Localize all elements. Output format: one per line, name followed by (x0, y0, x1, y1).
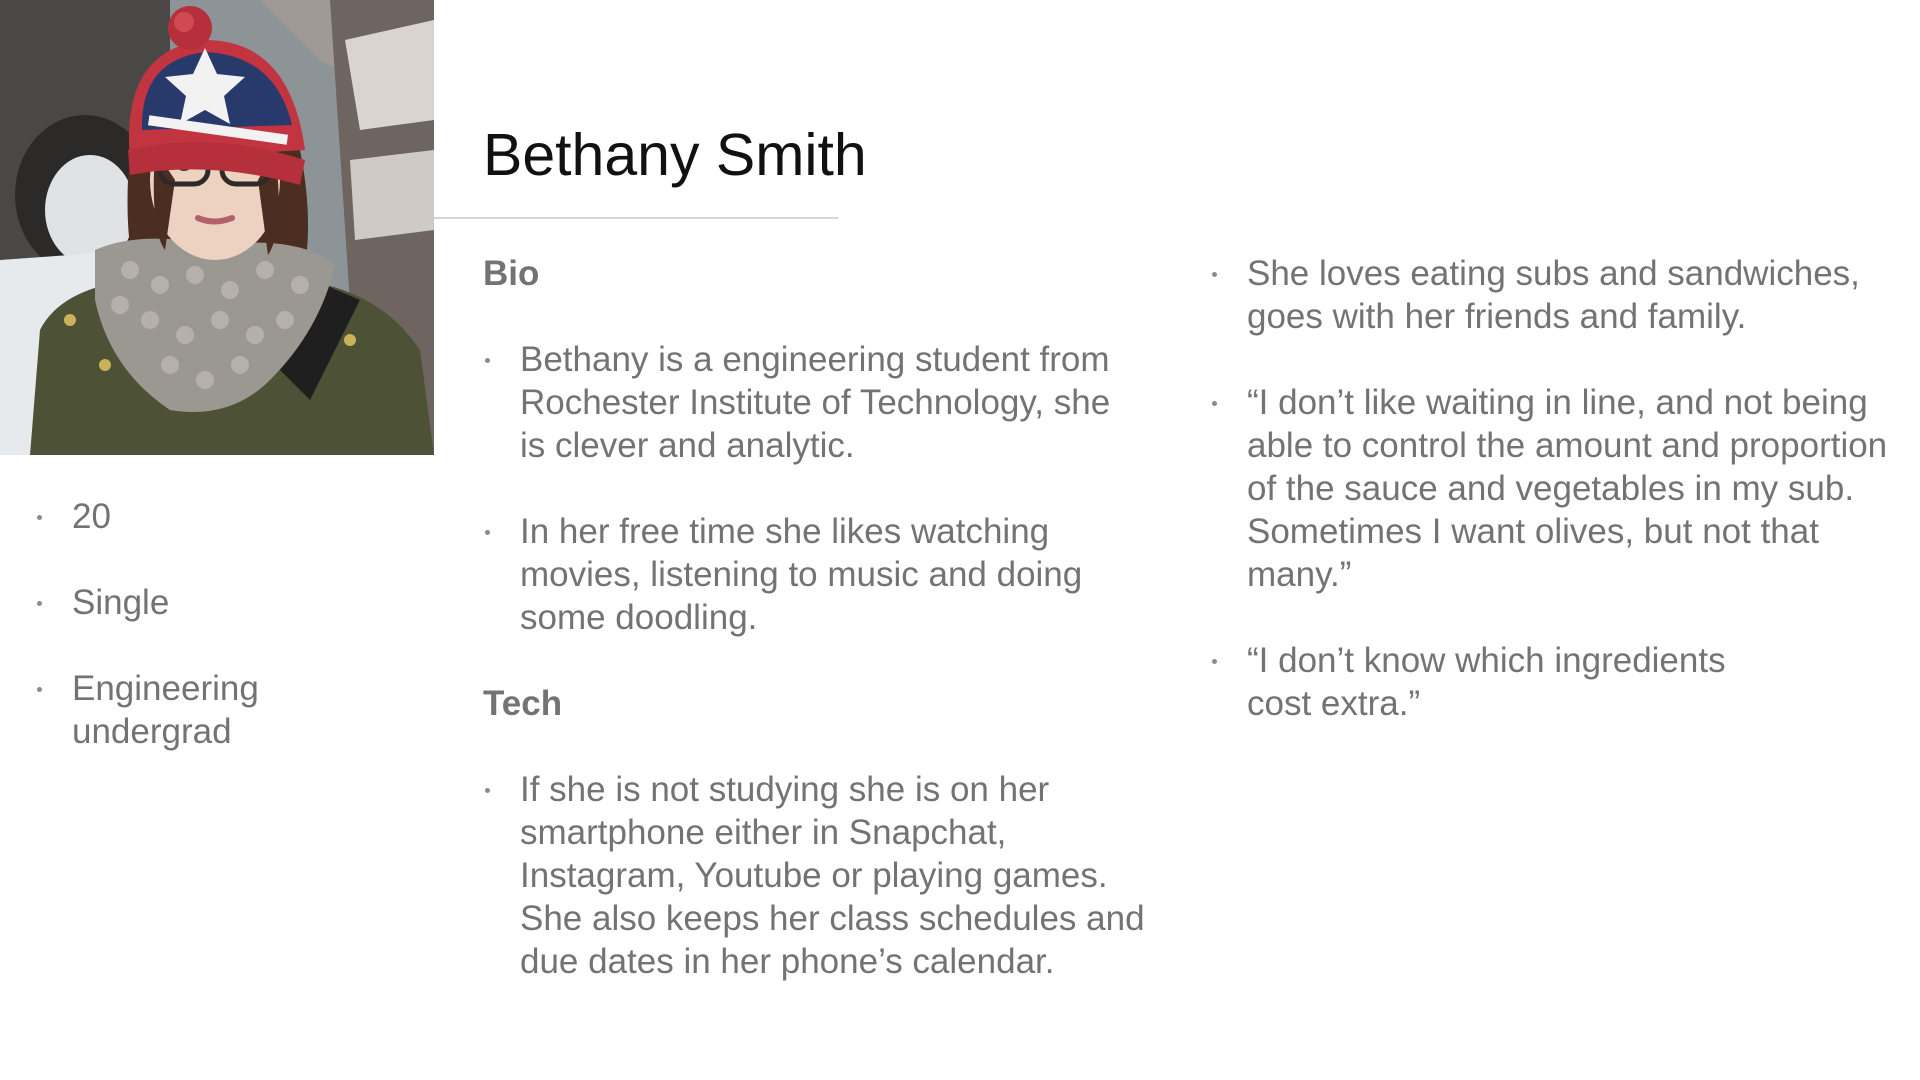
bio-heading: Bio (483, 254, 540, 293)
demographics-column (35, 495, 395, 753)
persona-photo (0, 0, 434, 455)
demographics-list (35, 495, 395, 753)
tech-item: If she is not studying she is on her smartphone either in Snapchat, Instagram, Youtube or playing games. She also keeps her class schedules and due dates in her phone’s calendar. (483, 768, 1160, 983)
note-item: She loves eating subs and sandwiches, goes with her friends and family. (1210, 252, 1907, 338)
bio-tech-column (483, 252, 1173, 983)
tech-list (483, 768, 1173, 983)
notes-column (1210, 252, 1910, 768)
demographic-occupation: Engineering undergrad (35, 667, 302, 753)
quote-item: “I don’t like waiting in line, and not being able to control the amount and proportion of the sauce and vegetables in my sub. Sometimes I want olives, but not that many.” (1210, 381, 1917, 596)
tech-heading: Tech (483, 684, 563, 723)
bio-item: Bethany is a engineering student from Rochester Institute of Technology, she is clever and analytic. (483, 338, 1136, 467)
bio-list (483, 338, 1173, 639)
notes-list (1210, 252, 1910, 725)
persona-name: Bethany Smith (483, 122, 867, 188)
demographic-status: Single (35, 581, 395, 624)
quote-item: “I don’t know which ingredients cost extra.” (1210, 639, 1777, 725)
bio-item: In her free time she likes watching movies, listening to music and doing some doodling. (483, 510, 1136, 639)
title-divider (434, 217, 838, 219)
demographic-age: 20 (35, 495, 395, 538)
